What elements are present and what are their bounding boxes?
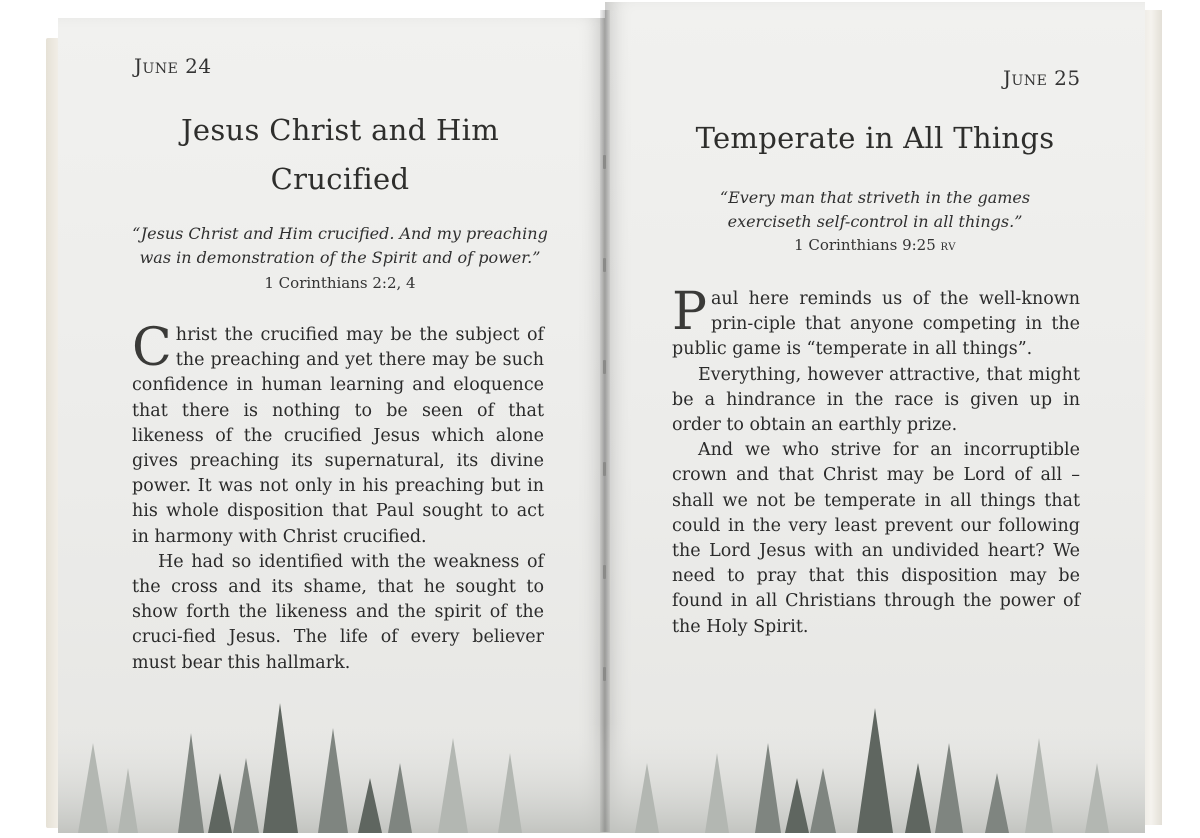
page-date: June 25 bbox=[1003, 66, 1081, 90]
left-page bbox=[58, 18, 606, 833]
drop-cap: P bbox=[672, 282, 707, 342]
scripture-quote bbox=[625, 186, 1125, 234]
page-title bbox=[98, 106, 582, 204]
drop-cap: C bbox=[132, 318, 172, 378]
scripture-quote bbox=[108, 222, 572, 270]
quote-line-2: was in demonstration of the Spirit and of power.” bbox=[139, 248, 541, 267]
paragraph: And we who strive for an incorruptible crown and that Christ may be Lord of all – shall we not be temperate in all things that could in the very least prevent our following the Lord Jesus with an undivided heart? We need to pray that this disposition may be found in all Christians through the power of the Holy Spirit. bbox=[672, 440, 1080, 637]
binding-stitch bbox=[603, 258, 606, 272]
devotional-text bbox=[132, 318, 544, 676]
quote-line-1: “Every man that striveth in the games bbox=[719, 188, 1031, 207]
title-line-1: Jesus Christ and Him bbox=[180, 113, 500, 147]
misty-forest-illustration bbox=[58, 683, 606, 833]
paragraph: Paul here reminds us of the well-known prin-ciple that anyone competing in the public game is “temperate in all things”. bbox=[672, 282, 1080, 360]
binding-stitch bbox=[603, 667, 606, 681]
title-line-2: Crucified bbox=[270, 162, 410, 196]
scripture-reference: 1 Corinthians 2:2, 4 bbox=[264, 274, 416, 292]
page-date: June 24 bbox=[134, 54, 212, 78]
misty-forest-illustration bbox=[605, 683, 1145, 833]
binding-stitch bbox=[603, 155, 606, 169]
binding-stitch bbox=[603, 462, 606, 476]
page-title: Temperate in All Things bbox=[695, 121, 1055, 155]
paragraph: Christ the crucified may be the subject of the preaching and yet there may be such confidence in human learning and eloquence that there is nothing to be seen of that likeness of the crucified Jesus which alone gives preaching its supernatural, its divine power. It was not only in his preaching but in his whole disposition that Paul sought to act in harmony with Christ crucified. bbox=[132, 318, 544, 547]
paragraph: He had so identified with the weakness of the cross and its shame, that he sought to show forth the likeness and the spirit of the cruci-fied Jesus. The life of every believer must bear this hallmark. bbox=[132, 551, 544, 673]
right-page bbox=[605, 2, 1145, 833]
quote-line-2: exerciseth self-control in all things.” bbox=[727, 212, 1023, 231]
paragraph: Everything, however attractive, that might be a hindrance in the race is given up in order to obtain an earthly prize. bbox=[672, 364, 1080, 436]
binding-stitch bbox=[603, 360, 606, 374]
book-spine bbox=[600, 10, 610, 832]
quote-line-1: “Jesus Christ and Him crucified. And my preaching bbox=[132, 224, 548, 243]
devotional-text bbox=[672, 282, 1080, 640]
scripture-reference: 1 Corinthians 9:25 RV bbox=[794, 236, 956, 254]
version-abbreviation: RV bbox=[940, 242, 956, 253]
binding-stitch bbox=[603, 565, 606, 579]
